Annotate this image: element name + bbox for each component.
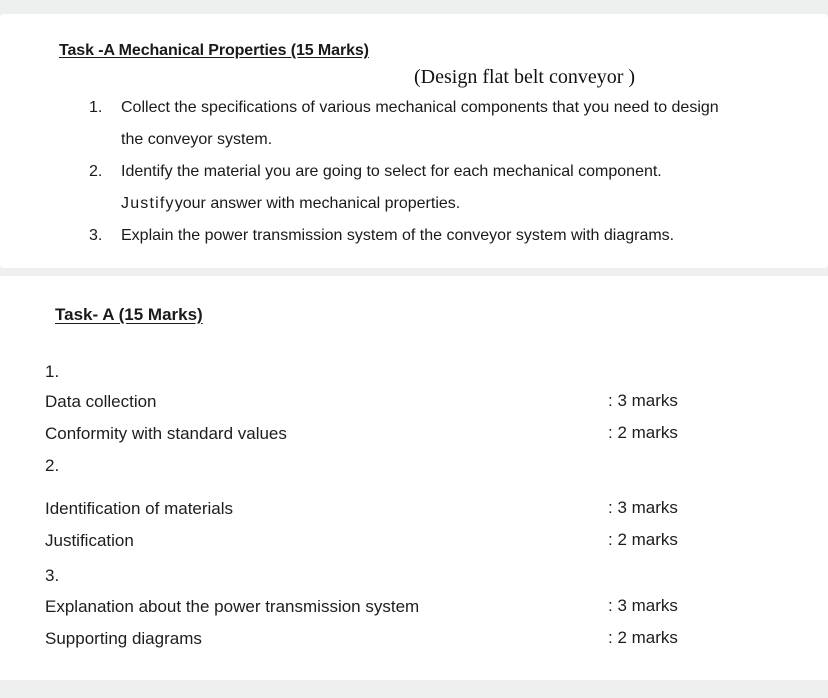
rubric-row-label: Identification of materials [45, 499, 234, 518]
rubric-row-label: Data collection [45, 392, 157, 411]
rubric-section-1-number: 1. [45, 362, 60, 381]
rubric-title: Task- A (15 Marks) [55, 305, 203, 324]
task-item-1-line2: the conveyor system. [121, 131, 273, 148]
task-item-3-line1: Explain the power transmission system of the conveyor system with diagrams. [121, 227, 675, 244]
rubric-row-marks: : 3 marks [608, 391, 678, 410]
marking-rubric-card [0, 276, 828, 680]
task-item-2-number: 2. [89, 163, 103, 180]
rubric-row-label: Justification [45, 531, 134, 550]
rubric-row-marks: : 2 marks [608, 530, 678, 549]
rubric-row-marks: : 2 marks [608, 628, 678, 647]
task-item-1-line1: Collect the specifications of various mechanical components that you need to design [121, 99, 719, 116]
rubric-section-2-number: 2. [45, 456, 60, 475]
task-item-2-line2 [121, 195, 460, 213]
task-subtitle: (Design flat belt conveyor ) [414, 66, 636, 88]
rubric-row-marks: : 2 marks [608, 423, 678, 442]
rubric-row-label: Conformity with standard values [45, 424, 287, 443]
task-item-1-number: 1. [89, 99, 103, 116]
rubric-row-label: Supporting diagrams [45, 629, 202, 648]
task-item-2-line2-rest: your answer with mechanical properties. [174, 195, 461, 212]
rubric-section-3-number: 3. [45, 566, 60, 585]
task-a-title: Task -A Mechanical Properties (15 Marks) [59, 42, 369, 59]
task-item-2-line1: Identify the material you are going to select for each mechanical component. [121, 163, 662, 180]
rubric-row-marks: : 3 marks [608, 596, 678, 615]
rubric-row-label: Explanation about the power transmission system [45, 597, 420, 616]
justify-word: Justify [121, 195, 175, 212]
task-item-3-number: 3. [89, 227, 103, 244]
rubric-row-marks: : 3 marks [608, 498, 678, 517]
